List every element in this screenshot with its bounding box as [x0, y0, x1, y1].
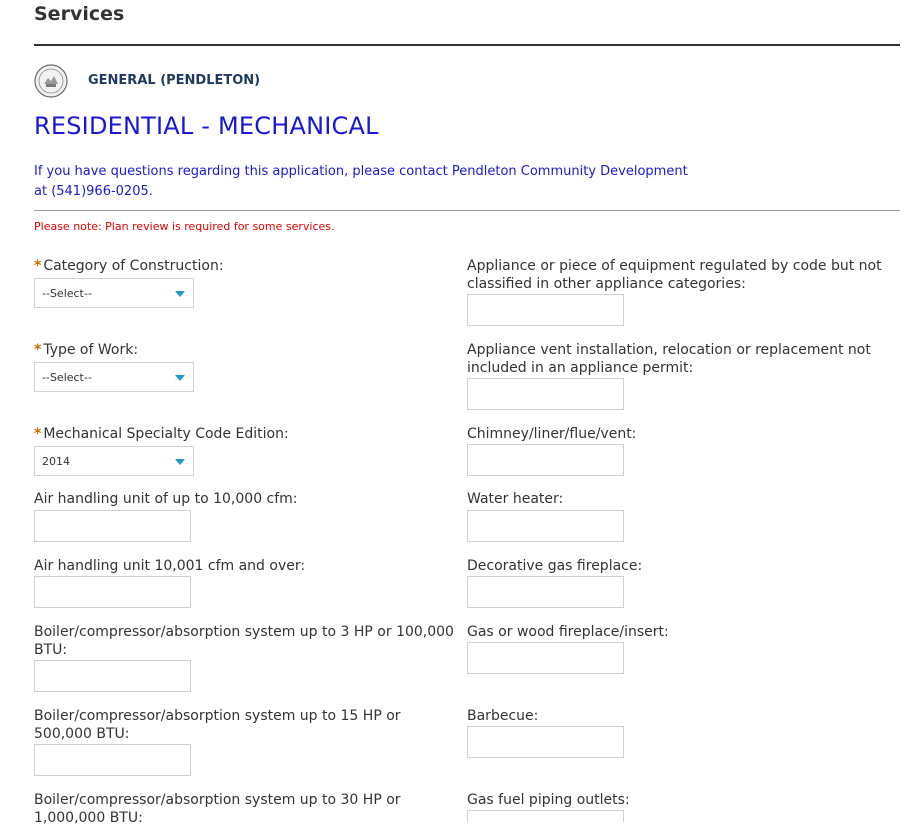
air-handling-small-label: Air handling unit of up to 10,000 cfm: — [34, 491, 298, 507]
category-select-value: --Select-- — [42, 287, 92, 300]
type-of-work-label — [34, 341, 138, 359]
contact-info: If you have questions regarding this application, please contact Pendleton Community Development at (541)966-0205. — [34, 164, 688, 199]
barbecue-input[interactable] — [467, 726, 624, 758]
agency-name: GENERAL (PENDLETON) — [88, 73, 261, 88]
air-handling-large-input[interactable] — [34, 576, 191, 608]
water-heater-input[interactable] — [467, 510, 624, 542]
air-handling-small-input[interactable] — [34, 510, 191, 542]
appliance-regulated-label: Appliance or piece of equipment regulated by code but not classified in other appliance categories: — [467, 258, 882, 292]
chimney-label: Chimney/liner/flue/vent: — [467, 426, 637, 442]
gas-piping-input[interactable] — [467, 810, 624, 822]
code-edition-select-value: 2014 — [42, 455, 70, 468]
dropdown-arrow-icon — [175, 459, 185, 465]
boiler-15hp-label: Boiler/compressor/absorption system up to 15 HP or 500,000 BTU: — [34, 708, 401, 742]
water-heater-label: Water heater: — [467, 491, 564, 507]
boiler-30hp-label: Boiler/compressor/absorption system up to 30 HP or 1,000,000 BTU: — [34, 792, 401, 826]
gas-wood-fireplace-input[interactable] — [467, 642, 624, 674]
required-marker: * — [34, 342, 42, 358]
code-edition-label-text: Mechanical Specialty Code Edition: — [43, 426, 289, 442]
type-of-work-select[interactable] — [34, 362, 194, 392]
dropdown-arrow-icon — [175, 375, 185, 381]
chimney-input[interactable] — [467, 444, 624, 476]
decorative-fireplace-input[interactable] — [467, 576, 624, 608]
gas-piping-label: Gas fuel piping outlets: — [467, 792, 630, 808]
page-title: Services — [34, 3, 125, 25]
city-seal-icon — [34, 64, 68, 98]
category-label — [34, 257, 224, 275]
decorative-fireplace-label: Decorative gas fireplace: — [467, 558, 643, 574]
required-marker: * — [34, 258, 42, 274]
barbecue-label: Barbecue: — [467, 708, 539, 724]
boiler-15hp-input[interactable] — [34, 744, 191, 776]
category-label-text: Category of Construction: — [43, 258, 224, 274]
plan-review-note: Please note: Plan review is required for some services. — [34, 220, 335, 233]
boiler-3hp-label: Boiler/compressor/absorption system up to 3 HP or 100,000 BTU: — [34, 624, 454, 658]
category-select[interactable] — [34, 278, 194, 308]
title-divider — [34, 44, 900, 46]
air-handling-large-label: Air handling unit 10,001 cfm and over: — [34, 558, 306, 574]
type-of-work-label-text: Type of Work: — [43, 342, 139, 358]
boiler-3hp-input[interactable] — [34, 660, 191, 692]
form-heading: RESIDENTIAL - MECHANICAL — [34, 112, 379, 140]
code-edition-select[interactable] — [34, 446, 194, 476]
appliance-vent-input[interactable] — [467, 378, 624, 410]
appliance-vent-label: Appliance vent installation, relocation or replacement not included in an appliance permit: — [467, 342, 871, 376]
code-edition-label — [34, 425, 289, 443]
appliance-regulated-input[interactable] — [467, 294, 624, 326]
dropdown-arrow-icon — [175, 291, 185, 297]
gas-wood-fireplace-label: Gas or wood fireplace/insert: — [467, 624, 669, 640]
type-of-work-select-value: --Select-- — [42, 371, 92, 384]
section-divider — [34, 210, 900, 211]
required-marker: * — [34, 426, 42, 442]
